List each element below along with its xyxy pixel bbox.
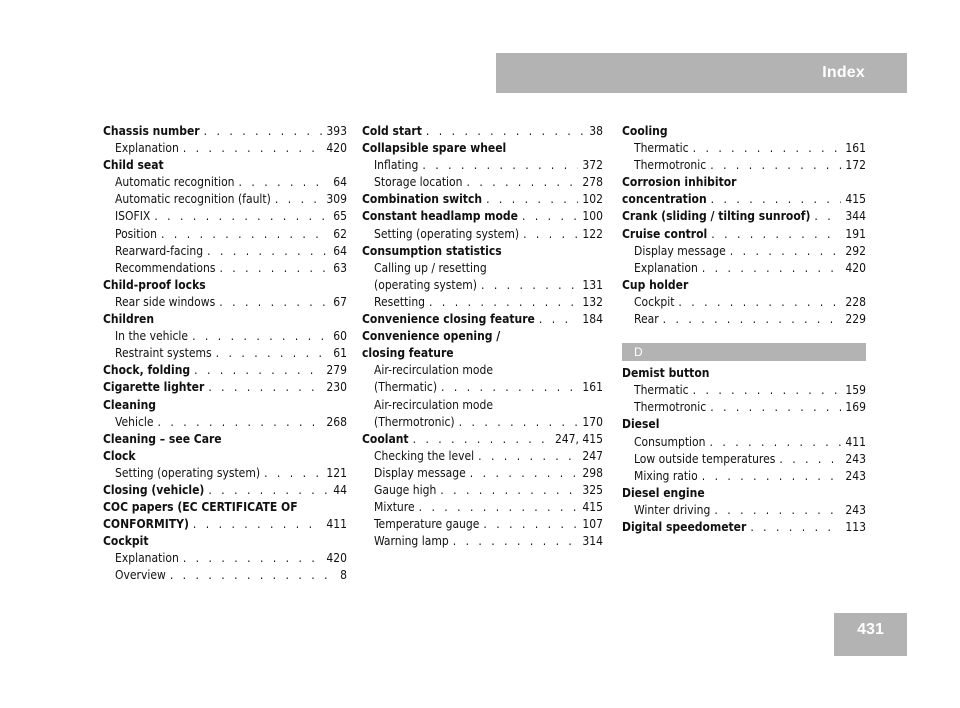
index-header-title: Index <box>822 64 865 81</box>
leader-dots <box>711 226 841 243</box>
entry-label: Mixing ratio <box>634 468 698 483</box>
index-subentry <box>622 311 866 328</box>
index-subentry <box>622 502 866 519</box>
entry-page: 169 <box>845 400 866 415</box>
index-subentry <box>103 140 347 157</box>
entry-label: Cockpit <box>103 534 149 549</box>
entry-page: 279 <box>326 363 347 378</box>
index-entry <box>622 123 866 140</box>
entry-label: Cooling <box>622 124 668 138</box>
entry-label: Display message <box>634 243 726 258</box>
entry-page: 62 <box>333 226 347 241</box>
entry-label: Restraint systems <box>115 346 212 361</box>
entry-page: 411 <box>326 517 347 532</box>
leader-dots <box>193 516 323 533</box>
entry-label: Combination switch <box>362 192 483 207</box>
index-subentry <box>103 567 347 584</box>
entry-page: 172 <box>845 158 866 173</box>
index-subentry <box>362 482 603 499</box>
leader-dots <box>208 379 322 396</box>
entry-page: 60 <box>333 329 347 344</box>
entry-page: 44 <box>333 482 347 497</box>
index-entry <box>103 311 347 328</box>
entry-label: ISOFIX <box>115 209 151 224</box>
entry-label: Explanation <box>634 260 698 275</box>
index-subentry <box>103 345 347 362</box>
entry-label: Storage location <box>374 175 463 190</box>
entry-label: Children <box>103 312 155 327</box>
entry-label: Setting (operating system) <box>115 465 261 480</box>
leader-dots <box>710 157 841 174</box>
leader-dots <box>161 226 329 243</box>
leader-dots <box>483 516 578 533</box>
leader-dots <box>275 191 323 208</box>
entry-page: 393 <box>326 124 347 138</box>
entry-label: Cigarette lighter <box>103 380 205 395</box>
entry-page: 61 <box>333 346 347 361</box>
entry-page: 64 <box>333 243 347 258</box>
entry-page: 191 <box>845 226 866 241</box>
entry-label: Convenience closing feature <box>362 312 535 327</box>
entry-label: Thermatic <box>634 141 689 156</box>
index-subentry <box>362 516 603 533</box>
index-subentry <box>362 465 603 482</box>
index-subentry <box>362 533 603 550</box>
index-header-bar <box>496 53 907 93</box>
index-entry <box>103 482 347 499</box>
entry-page: 268 <box>326 414 347 429</box>
entry-page: 247 <box>582 448 603 463</box>
entry-label: Cleaning – see Care <box>103 431 222 446</box>
index-entry <box>103 431 347 448</box>
leader-dots <box>478 448 578 465</box>
index-subentry <box>362 414 603 431</box>
index-entry <box>362 311 603 328</box>
entry-page: 64 <box>333 175 347 190</box>
entry-page: 63 <box>333 260 347 275</box>
leader-dots <box>158 414 323 431</box>
entry-label: closing feature <box>362 346 454 361</box>
section-letter-d: D <box>622 343 866 361</box>
leader-dots <box>441 379 578 396</box>
entry-page: 228 <box>845 294 866 309</box>
leader-dots <box>194 362 322 379</box>
entry-label: Resetting <box>374 294 426 309</box>
entry-page: 243 <box>845 468 866 483</box>
entry-page: 170 <box>582 414 603 429</box>
entry-page: 314 <box>582 534 603 549</box>
index-subentry <box>622 157 866 174</box>
leader-dots <box>678 294 841 311</box>
entry-page: 278 <box>582 175 603 190</box>
entry-label: Cruise control <box>622 226 708 241</box>
index-entry <box>362 208 603 225</box>
entry-label: Convenience opening / <box>362 329 501 344</box>
index-entry <box>103 448 347 465</box>
index-entry <box>103 379 347 396</box>
index-entry <box>103 123 347 140</box>
index-subentry <box>362 277 603 294</box>
leader-dots <box>204 123 323 140</box>
leader-dots <box>453 533 579 550</box>
index-entry <box>622 174 866 191</box>
index-entry <box>103 397 347 414</box>
leader-dots <box>710 399 841 416</box>
index-subentry <box>362 260 603 277</box>
index-subentry <box>103 191 347 208</box>
entry-label: Vehicle <box>115 414 154 429</box>
index-entry <box>362 431 603 448</box>
index-subentry <box>362 397 603 414</box>
leader-dots <box>440 482 578 499</box>
entry-label: Temperature gauge <box>374 517 480 532</box>
leader-dots <box>426 123 585 140</box>
index-subentry <box>103 208 347 225</box>
entry-page: 161 <box>845 141 866 156</box>
entry-label: Chassis number <box>103 124 200 138</box>
index-subentry <box>103 414 347 431</box>
leader-dots <box>750 519 841 536</box>
leader-dots <box>470 465 579 482</box>
index-subentry <box>622 434 866 451</box>
index-entry <box>622 191 866 208</box>
entry-label: Thermotronic <box>634 158 707 173</box>
leader-dots <box>467 174 579 191</box>
leader-dots <box>239 174 330 191</box>
leader-dots <box>702 468 842 485</box>
index-entry <box>103 499 347 516</box>
leader-dots <box>419 499 579 516</box>
entry-label: Constant headlamp mode <box>362 209 518 224</box>
entry-page: 132 <box>582 294 603 309</box>
index-subentry <box>362 174 603 191</box>
index-subentry <box>103 465 347 482</box>
leader-dots <box>523 226 578 243</box>
leader-dots <box>481 277 578 294</box>
entry-label: CONFORMITY) <box>103 517 189 532</box>
index-subentry <box>362 157 603 174</box>
index-entry <box>622 365 866 382</box>
entry-page: 121 <box>326 465 347 480</box>
index-column-1 <box>103 123 347 585</box>
leader-dots <box>170 567 336 584</box>
entry-label: Clock <box>103 448 136 463</box>
leader-dots <box>779 451 841 468</box>
entry-label: Setting (operating system) <box>374 226 520 241</box>
leader-dots <box>219 260 329 277</box>
leader-dots <box>192 328 329 345</box>
index-subentry <box>103 226 347 243</box>
leader-dots <box>183 550 323 567</box>
leader-dots <box>730 243 842 260</box>
entry-page: 292 <box>845 243 866 258</box>
entry-page: 131 <box>582 277 603 292</box>
entry-label: Thermatic <box>634 383 689 398</box>
entry-label: Child-proof locks <box>103 277 206 292</box>
entry-label: Coolant <box>362 431 409 446</box>
index-subentry <box>362 226 603 243</box>
index-entry <box>362 328 603 345</box>
index-subentry <box>622 140 866 157</box>
entry-label: Overview <box>115 568 166 583</box>
index-subentry <box>362 294 603 311</box>
entry-page: 243 <box>845 451 866 466</box>
entry-label: (Thermotronic) <box>374 414 455 429</box>
entry-label: Explanation <box>115 551 179 566</box>
index-subentry <box>622 260 866 277</box>
leader-dots <box>264 465 322 482</box>
entry-label: Child seat <box>103 158 164 173</box>
index-subentry <box>622 243 866 260</box>
entry-label: Diesel <box>622 417 660 432</box>
leader-dots <box>422 157 578 174</box>
entry-label: Diesel engine <box>622 485 705 500</box>
index-subentry <box>362 448 603 465</box>
entry-label: Cleaning <box>103 397 157 412</box>
entry-label: Corrosion inhibitor <box>622 175 737 190</box>
page-number-box <box>834 613 907 656</box>
index-subentry <box>622 294 866 311</box>
entry-label: Automatic recognition (fault) <box>115 192 271 207</box>
index-entry <box>622 208 866 225</box>
entry-label: Inflating <box>374 158 419 173</box>
entry-page: 411 <box>845 434 866 449</box>
entry-label: Explanation <box>115 141 179 156</box>
entry-label: Mixture <box>374 500 415 515</box>
entry-label: Automatic recognition <box>115 175 235 190</box>
index-subentry <box>362 499 603 516</box>
index-column-2 <box>362 123 603 550</box>
entry-label: Cup holder <box>622 277 689 292</box>
index-subentry <box>362 362 603 379</box>
entry-label: Rear side windows <box>115 294 216 309</box>
index-entry <box>622 226 866 243</box>
entry-page: 38 <box>589 124 603 138</box>
index-subentry <box>362 379 603 396</box>
entry-page: 420 <box>326 141 347 156</box>
leader-dots <box>154 208 329 225</box>
entry-page: 415 <box>845 192 866 207</box>
entry-label: Crank (sliding / tilting sunroof) <box>622 209 811 224</box>
entry-label: Demist button <box>622 366 710 381</box>
index-subentry <box>103 550 347 567</box>
index-entry <box>103 157 347 174</box>
entry-label: Consumption <box>634 434 706 449</box>
entry-page: 102 <box>582 192 603 207</box>
entry-label: Checking the level <box>374 448 475 463</box>
entry-label: Air-recirculation mode <box>374 363 493 378</box>
index-entry <box>622 277 866 294</box>
entry-page: 247, 415 <box>554 431 603 446</box>
entry-page: 122 <box>582 226 603 241</box>
leader-dots <box>814 208 841 225</box>
entry-label: Collapsible spare wheel <box>362 141 507 156</box>
index-subentry <box>622 451 866 468</box>
index-subentry <box>103 243 347 260</box>
leader-dots <box>702 260 842 277</box>
entry-label: Closing (vehicle) <box>103 482 205 497</box>
index-entry <box>103 362 347 379</box>
index-entry <box>622 485 866 502</box>
entry-page: 325 <box>582 482 603 497</box>
entry-label: Winter driving <box>634 502 711 517</box>
leader-dots <box>207 243 329 260</box>
index-entry <box>622 416 866 433</box>
leader-dots <box>183 140 323 157</box>
entry-label: (Thermatic) <box>374 380 438 395</box>
leader-dots <box>710 434 842 451</box>
entry-label: concentration <box>622 192 707 207</box>
entry-label: Warning lamp <box>374 534 449 549</box>
leader-dots <box>522 208 578 225</box>
leader-dots <box>216 345 330 362</box>
index-entry <box>362 243 603 260</box>
entry-page: 309 <box>326 192 347 207</box>
leader-dots <box>208 482 329 499</box>
entry-page: 230 <box>326 380 347 395</box>
entry-label: Digital speedometer <box>622 519 747 534</box>
entry-label: Position <box>115 226 157 241</box>
entry-page: 184 <box>582 312 603 327</box>
entry-page: 344 <box>845 209 866 224</box>
leader-dots <box>693 382 842 399</box>
leader-dots <box>714 502 841 519</box>
leader-dots <box>486 191 578 208</box>
entry-label: (operating system) <box>374 277 477 292</box>
entry-page: 161 <box>582 380 603 395</box>
index-subentry <box>622 399 866 416</box>
entry-page: 298 <box>582 465 603 480</box>
leader-dots <box>539 311 579 328</box>
index-entry <box>103 533 347 550</box>
entry-page: 243 <box>845 502 866 517</box>
entry-page: 159 <box>845 383 866 398</box>
leader-dots <box>219 294 329 311</box>
entry-label: COC papers (EC CERTIFICATE OF <box>103 500 298 515</box>
leader-dots <box>459 414 579 431</box>
entry-label: Cold start <box>362 124 422 138</box>
index-column-3 <box>622 123 866 536</box>
entry-label: Rear <box>634 312 659 327</box>
leader-dots <box>693 140 842 157</box>
leader-dots <box>663 311 842 328</box>
entry-label: Gauge high <box>374 482 437 497</box>
entry-label: Calling up / resetting <box>374 260 487 275</box>
index-entry <box>103 277 347 294</box>
page-number: 431 <box>857 621 884 638</box>
entry-page: 8 <box>340 568 347 583</box>
entry-label: Low outside temperatures <box>634 451 776 466</box>
entry-label: Chock, folding <box>103 363 191 378</box>
index-entry <box>362 191 603 208</box>
index-entry <box>362 140 603 157</box>
index-entry <box>362 123 603 140</box>
entry-page: 67 <box>333 294 347 309</box>
leader-dots <box>413 431 551 448</box>
entry-label: Recommendations <box>115 260 216 275</box>
entry-label: Cockpit <box>634 294 675 309</box>
entry-label: Display message <box>374 465 466 480</box>
index-subentry <box>622 382 866 399</box>
index-subentry <box>103 328 347 345</box>
entry-label: In the vehicle <box>115 329 189 344</box>
entry-label: Thermotronic <box>634 400 707 415</box>
index-subentry <box>103 294 347 311</box>
index-entry <box>622 519 866 536</box>
entry-label: Rearward-facing <box>115 243 204 258</box>
index-subentry <box>622 468 866 485</box>
entry-page: 113 <box>845 519 866 534</box>
entry-page: 229 <box>845 312 866 327</box>
leader-dots <box>711 191 842 208</box>
entry-label: Consumption statistics <box>362 243 502 258</box>
entry-page: 420 <box>845 260 866 275</box>
index-subentry <box>103 174 347 191</box>
entry-label: Air-recirculation mode <box>374 397 493 412</box>
index-subentry <box>103 260 347 277</box>
entry-page: 372 <box>582 158 603 173</box>
index-entry <box>362 345 603 362</box>
entry-page: 100 <box>582 209 603 224</box>
index-entry <box>103 516 347 533</box>
entry-page: 415 <box>582 500 603 515</box>
entry-page: 107 <box>582 517 603 532</box>
leader-dots <box>429 294 578 311</box>
entry-page: 65 <box>333 209 347 224</box>
entry-page: 420 <box>326 551 347 566</box>
